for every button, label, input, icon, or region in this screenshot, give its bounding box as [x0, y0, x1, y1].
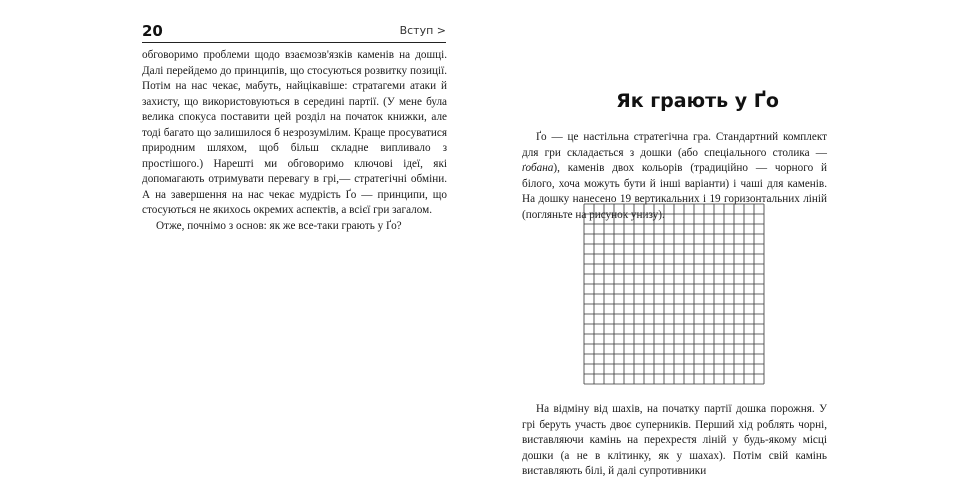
paragraph: Отже, почнімо з основ: як же все-таки грають у Ґо?	[156, 219, 402, 232]
chapter-title: Як грають у Ґо	[616, 90, 779, 112]
paragraph: обговоримо проблеми щодо взаємозв'язків каменів на дошці. Далі перейдемо до принципів, що стосуються розвитку позиції. Потім на нас чекає, мабуть, найцікавіше: стратагеми атаки й захисту, що використовуються в середині партії. (У мене була велика спокуса поставити цей розділ на початок книжки, але тоді багато що залишилося б незрозумілим. Краще просуватися природним шляхом, щоб більш складне випливало з простішого.) Нарешті ми обговоримо ключові ідеї, які допомагають отримувати перевагу в грі,— стратегічні обміни. А на завершення на нас чекає мудрість Ґо — принципи, що стосуються не якихось окремих аспектів, а всієї гри загалом.	[142, 49, 447, 216]
go-board-grid	[583, 203, 765, 385]
paragraph: На відміну від шахів, на початку партії дошка порожня. У грі беруть участь двоє суперників. Перший хід роблять чорні, виставляючи камінь на перехрестя ліній у будь-якому місці дошки (а не в клітинку, як у шахах). Потім свій камінь виставляють білі, й далі супротивники	[522, 403, 827, 477]
intro-text-part: Ґо — це настільна стратегічна гра. Стандартний комплект для гри складається з дошки (або спеціального столика —	[522, 131, 827, 159]
continuation-text	[522, 402, 827, 480]
page-header	[142, 22, 446, 43]
running-head: Вступ >	[399, 24, 446, 37]
intro-text-part: ), каменів двох кольорів (традиційно — чорного й білого, хоча можуть бути й інші варіанти) і чаші для каменів. На дошку нанесено 19 вертикальних і 19 горизонтальних ліній (погляньте на рисунок унизу).	[522, 162, 827, 221]
page-number: 20	[142, 22, 163, 40]
term-goban: ґобана	[522, 162, 554, 174]
left-body-text	[142, 48, 447, 234]
right-page	[485, 0, 970, 485]
